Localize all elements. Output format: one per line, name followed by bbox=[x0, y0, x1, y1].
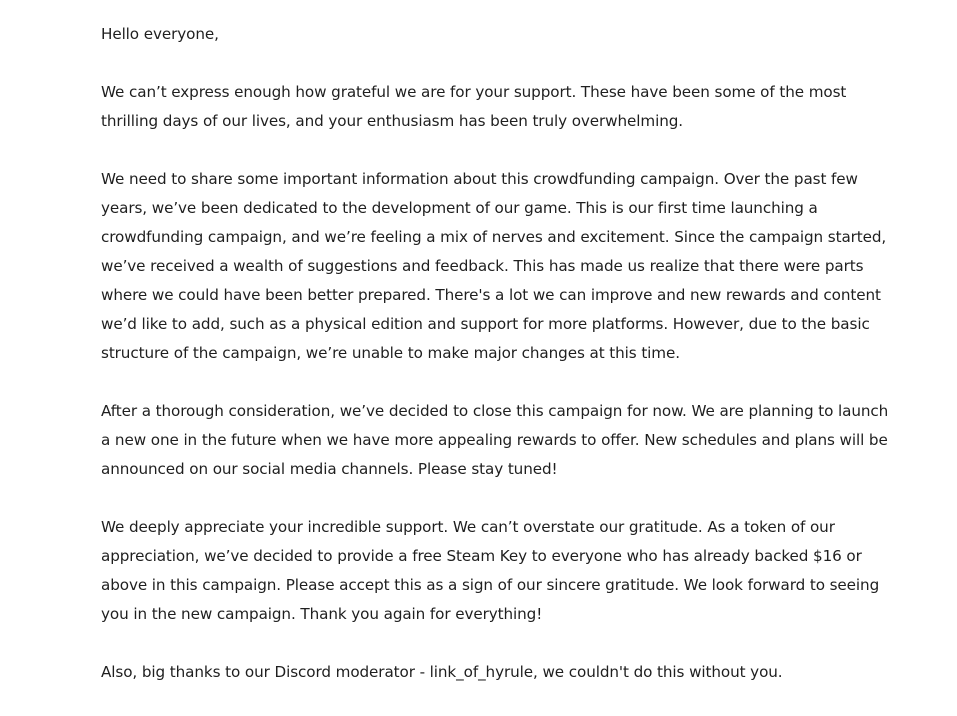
post-greeting: Hello everyone, bbox=[101, 25, 219, 43]
post-paragraph-campaign-info: We need to share some important information about this crowdfunding campaign. Over the past few years, we’ve been dedicated to the development of our game. This is our first time launching a crowdfunding campaign, and we’re feeling a mix of nerves and excitement. Since the campaign started, we’ve received a wealth of suggestions and feedback. This has made us realize that there were parts where we could have been better prepared. There's a lot we can improve and new rewards and content we’d like to add, such as a physical edition and support for more platforms. However, due to the basic structure of the campaign, we’re unable to make major changes at this time. bbox=[101, 170, 887, 362]
post-paragraph-gratitude: We can’t express enough how grateful we are for your support. These have been some of the most thrilling days of our lives, and your enthusiasm has been truly overwhelming. bbox=[101, 83, 847, 130]
post-paragraph-moderator-thanks: Also, big thanks to our Discord moderator - link_of_hyrule, we couldn't do this without you. bbox=[101, 663, 783, 681]
update-post-body bbox=[101, 20, 901, 716]
post-paragraph-steam-key: We deeply appreciate your incredible support. We can’t overstate our gratitude. As a token of our appreciation, we’ve decided to provide a free Steam Key to everyone who has already backed $16 or above in this campaign. Please accept this as a sign of our sincere gratitude. We look forward to seeing you in the new campaign. Thank you again for everything! bbox=[101, 518, 880, 623]
post-paragraph-closing-campaign: After a thorough consideration, we’ve decided to close this campaign for now. We are planning to launch a new one in the future when we have more appealing rewards to offer. New schedules and plans will be announced on our social media channels. Please stay tuned! bbox=[101, 402, 889, 478]
